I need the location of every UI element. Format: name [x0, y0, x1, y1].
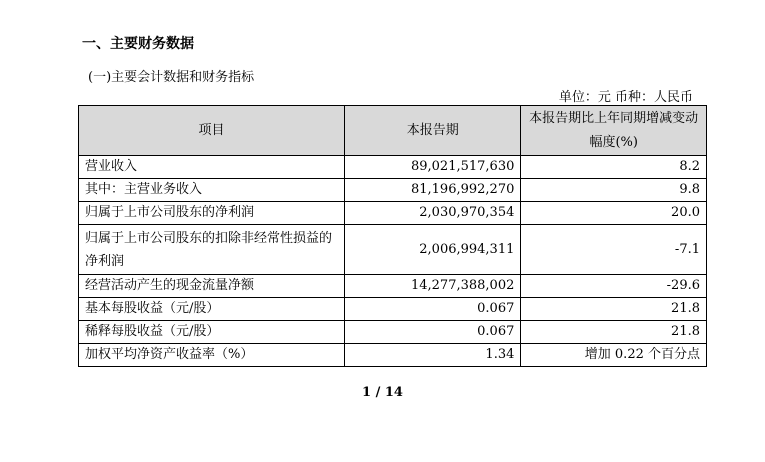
row-change: -7.1 [521, 225, 707, 275]
row-label: 归属于上市公司股东的净利润 [79, 202, 345, 225]
row-value: 2,006,994,311 [345, 225, 521, 275]
table-header-row [79, 106, 707, 156]
section-title: 一、主要财务数据 [82, 36, 194, 52]
header-current-period: 本报告期 [345, 106, 521, 156]
unit-line: 单位：元 币种：人民币 [558, 90, 693, 105]
row-change: 21.8 [521, 298, 707, 321]
row-change: 21.8 [521, 321, 707, 344]
row-value: 89,021,517,630 [345, 156, 521, 179]
header-item: 项目 [79, 106, 345, 156]
table-row [79, 275, 707, 298]
row-label: 营业收入 [79, 156, 345, 179]
row-value: 14,277,388,002 [345, 275, 521, 298]
row-label: 稀释每股收益（元/股） [79, 321, 345, 344]
sub-title: (一)主要会计数据和财务指标 [88, 70, 255, 85]
page-number: 1 / 14 [362, 385, 403, 400]
row-label: 其中：主营业务收入 [79, 179, 345, 202]
table-row [79, 298, 707, 321]
row-label: 经营活动产生的现金流量净额 [79, 275, 345, 298]
row-change: 9.8 [521, 179, 707, 202]
row-change: 增加 0.22 个百分点 [521, 344, 707, 367]
row-value: 1.34 [345, 344, 521, 367]
row-change: 8.2 [521, 156, 707, 179]
table-row [79, 202, 707, 225]
table-row [79, 225, 707, 275]
table-row [79, 179, 707, 202]
row-change: 20.0 [521, 202, 707, 225]
row-label: 基本每股收益（元/股） [79, 298, 345, 321]
table-row [79, 344, 707, 367]
table-row [79, 321, 707, 344]
row-value: 2,030,970,354 [345, 202, 521, 225]
row-change: -29.6 [521, 275, 707, 298]
table-row [79, 156, 707, 179]
row-label: 归属于上市公司股东的扣除非经常性损益的净利润 [79, 225, 345, 275]
financial-table [78, 105, 707, 367]
header-change-pct-text: 本报告期比上年同期增减变动幅度(%) [529, 110, 699, 150]
row-value: 0.067 [345, 298, 521, 321]
row-label: 加权平均净资产收益率（%） [79, 344, 345, 367]
row-value: 81,196,992,270 [345, 179, 521, 202]
header-change-pct [521, 106, 707, 156]
row-value: 0.067 [345, 321, 521, 344]
